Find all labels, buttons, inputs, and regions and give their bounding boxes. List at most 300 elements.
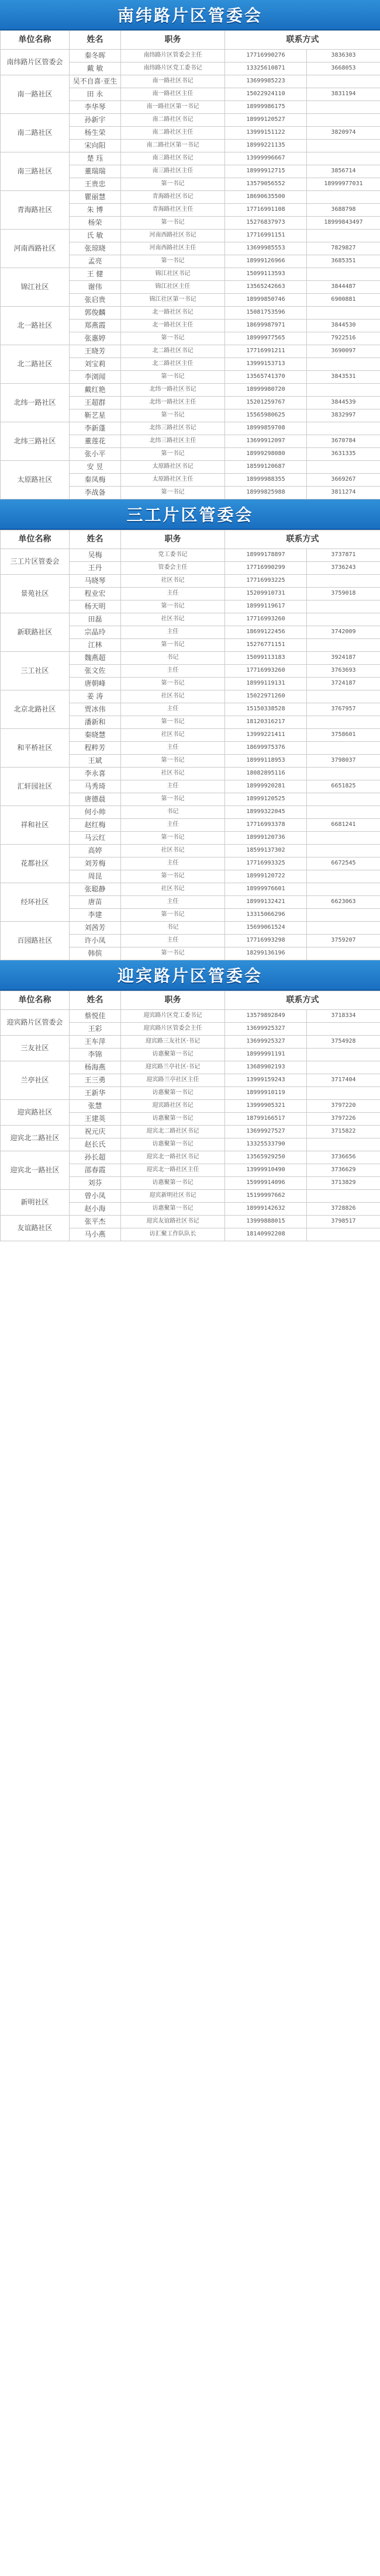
table-row <box>1 1010 380 1023</box>
office-phone[interactable] <box>307 422 380 435</box>
office-phone[interactable] <box>307 1023 380 1036</box>
unit-name: 南一路社区 <box>1 75 70 114</box>
office-phone[interactable] <box>307 75 380 88</box>
office-phone[interactable]: 3831194 <box>307 88 380 101</box>
mobile-phone[interactable]: 13689902193 <box>225 1061 307 1074</box>
mobile-phone[interactable]: 13565929250 <box>225 1151 307 1164</box>
mobile-phone[interactable]: 18999991191 <box>225 1049 307 1061</box>
mobile-phone[interactable]: 15276771151 <box>225 639 307 652</box>
person-position: 访惠聚第一书记 <box>121 1203 225 1216</box>
person-name: 祝元庆 <box>70 1126 121 1138</box>
mobile-phone[interactable]: 13579056552 <box>225 178 307 191</box>
person-position: 迎宾路三友社区·书记 <box>121 1036 225 1049</box>
office-phone[interactable] <box>307 1190 380 1203</box>
person-name: 赵小海 <box>70 1203 121 1216</box>
unit-name: 青海路社区 <box>1 191 70 230</box>
mobile-phone[interactable]: 15276837973 <box>225 217 307 230</box>
office-phone[interactable] <box>307 716 380 729</box>
person-name: 孟亮 <box>70 255 121 268</box>
mobile-phone[interactable]: 18999120722 <box>225 870 307 883</box>
person-position: 社区书记 <box>121 575 225 588</box>
office-phone[interactable] <box>307 140 380 152</box>
mobile-phone[interactable]: 13325533790 <box>225 1138 307 1151</box>
person-name: 王晓芳 <box>70 345 121 358</box>
mobile-phone[interactable]: 18999119131 <box>225 678 307 690</box>
mobile-phone[interactable]: 13699925327 <box>225 1036 307 1049</box>
section-banner <box>0 960 380 991</box>
mobile-phone[interactable]: 15081753596 <box>225 307 307 320</box>
table-row <box>1 345 380 358</box>
person-position: 迎宾路片区党工委书记 <box>121 1010 225 1023</box>
table-row <box>1 806 380 819</box>
office-phone[interactable]: 3759207 <box>307 935 380 947</box>
table-row <box>1 1190 380 1203</box>
mobile-phone[interactable]: 18140992208 <box>225 1228 307 1241</box>
mobile-phone[interactable]: 18999986175 <box>225 101 307 114</box>
mobile-phone[interactable]: 18999126966 <box>225 255 307 268</box>
mobile-phone[interactable]: 18999322045 <box>225 806 307 819</box>
table-row <box>1 307 380 320</box>
person-position: 太原路社区主任 <box>121 474 225 487</box>
mobile-phone[interactable]: 15022924110 <box>225 88 307 101</box>
office-phone[interactable] <box>307 384 380 397</box>
mobile-phone[interactable]: 18120316217 <box>225 716 307 729</box>
office-phone[interactable] <box>307 690 380 703</box>
section-banner <box>0 0 380 30</box>
mobile-phone[interactable]: 13699925327 <box>225 1023 307 1036</box>
person-name: 王建英 <box>70 1113 121 1126</box>
person-name: 潘新和 <box>70 716 121 729</box>
table-row <box>1 1216 380 1228</box>
office-phone[interactable]: 6672545 <box>307 857 380 870</box>
office-phone[interactable] <box>307 191 380 204</box>
office-phone[interactable]: 3631335 <box>307 448 380 461</box>
unit-name: 新联路社区 <box>1 613 70 652</box>
contact-table <box>0 30 380 499</box>
office-phone[interactable] <box>307 152 380 165</box>
mobile-phone[interactable]: 15022971260 <box>225 690 307 703</box>
office-phone[interactable] <box>307 307 380 320</box>
office-phone[interactable]: 3767957 <box>307 703 380 716</box>
person-position: 南一路社区主任 <box>121 88 225 101</box>
person-name: 何小帅 <box>70 806 121 819</box>
office-phone[interactable] <box>307 870 380 883</box>
person-name: 唐德晨 <box>70 793 121 806</box>
person-position: 社区书记 <box>121 883 225 896</box>
mobile-phone[interactable]: 13579892849 <box>225 1010 307 1023</box>
mobile-phone[interactable]: 17716991211 <box>225 345 307 358</box>
mobile-phone[interactable]: 15201259767 <box>225 397 307 409</box>
person-position: 青海路社区书记 <box>121 191 225 204</box>
unit-name: 太原路社区 <box>1 461 70 499</box>
person-name: 王新华 <box>70 1087 121 1100</box>
office-phone[interactable] <box>307 909 380 922</box>
office-phone[interactable]: 3797220 <box>307 1100 380 1113</box>
office-phone[interactable] <box>307 461 380 474</box>
person-position: 访汇聚工作队队长 <box>121 1228 225 1241</box>
header-name: 姓名 <box>70 991 121 1010</box>
office-phone[interactable] <box>307 832 380 845</box>
person-position: 主任 <box>121 742 225 755</box>
person-position: 第一书记 <box>121 255 225 268</box>
office-phone[interactable] <box>307 575 380 588</box>
office-phone[interactable]: 3737871 <box>307 549 380 562</box>
mobile-phone[interactable]: 18999221135 <box>225 140 307 152</box>
person-name: 马秀琦 <box>70 780 121 793</box>
person-position: 迎宾北二路社区书记 <box>121 1126 225 1138</box>
mobile-phone[interactable]: 13699985223 <box>225 75 307 88</box>
table-row <box>1 549 380 562</box>
office-phone[interactable] <box>307 268 380 281</box>
mobile-phone[interactable]: 17716993378 <box>225 819 307 832</box>
person-name: 李浏闻 <box>70 371 121 384</box>
person-name: 高婷 <box>70 845 121 857</box>
mobile-phone[interactable]: 18999988355 <box>225 474 307 487</box>
mobile-phone[interactable]: 17716990299 <box>225 562 307 575</box>
person-position: 迎宾北一路社区主任 <box>121 1164 225 1177</box>
mobile-phone[interactable]: 17716991108 <box>225 204 307 217</box>
mobile-phone[interactable]: 13565242663 <box>225 281 307 294</box>
office-phone[interactable]: 6900881 <box>307 294 380 307</box>
mobile-phone[interactable]: 18999977565 <box>225 332 307 345</box>
unit-name: 北纬三路社区 <box>1 422 70 461</box>
person-name: 孙新宇 <box>70 114 121 127</box>
office-phone[interactable]: 3836303 <box>307 50 380 63</box>
person-name: 李新蓬 <box>70 422 121 435</box>
office-phone[interactable]: 3844487 <box>307 281 380 294</box>
person-position: 北纬三路社区主任 <box>121 435 225 448</box>
unit-name: 北二路社区 <box>1 345 70 384</box>
office-phone[interactable] <box>307 600 380 613</box>
person-position: 北二路社区书记 <box>121 345 225 358</box>
person-name: 董瑞瑞 <box>70 165 121 178</box>
person-position: 主任 <box>121 588 225 600</box>
person-position: 南一路社区第一书记 <box>121 101 225 114</box>
mobile-phone[interactable]: 18599120687 <box>225 461 307 474</box>
person-name: 杨天明 <box>70 600 121 613</box>
office-phone[interactable] <box>307 793 380 806</box>
mobile-phone[interactable]: 18799166517 <box>225 1113 307 1126</box>
office-phone[interactable] <box>307 1049 380 1061</box>
person-name: 赵红梅 <box>70 819 121 832</box>
office-phone[interactable]: 3820974 <box>307 127 380 140</box>
person-position: 太原路社区书记 <box>121 461 225 474</box>
office-phone[interactable] <box>307 768 380 780</box>
mobile-phone[interactable]: 18999912715 <box>225 165 307 178</box>
office-phone[interactable]: 3715822 <box>307 1126 380 1138</box>
person-position: 第一书记 <box>121 947 225 960</box>
mobile-phone[interactable]: 18999142632 <box>225 1203 307 1216</box>
mobile-phone[interactable]: 18999119617 <box>225 600 307 613</box>
mobile-phone[interactable]: 13999159243 <box>225 1074 307 1087</box>
office-phone[interactable]: 3724187 <box>307 678 380 690</box>
mobile-phone[interactable]: 13699985553 <box>225 242 307 255</box>
person-name: 安 昱 <box>70 461 121 474</box>
office-phone[interactable]: 3856714 <box>307 165 380 178</box>
office-phone[interactable]: 3742009 <box>307 626 380 639</box>
person-position: 南纬路片区党工委书记 <box>121 63 225 75</box>
office-phone[interactable]: 7922516 <box>307 332 380 345</box>
office-phone[interactable]: 3690097 <box>307 345 380 358</box>
person-position: 迎宾新明社区书记 <box>121 1190 225 1203</box>
mobile-phone[interactable]: 17716993260 <box>225 665 307 678</box>
office-phone[interactable]: 3924187 <box>307 652 380 665</box>
table-row <box>1 1126 380 1138</box>
mobile-phone[interactable]: 18999120527 <box>225 114 307 127</box>
mobile-phone[interactable]: 13699927527 <box>225 1126 307 1138</box>
mobile-phone[interactable]: 18999976601 <box>225 883 307 896</box>
table-body <box>1 549 380 960</box>
unit-name: 景苑社区 <box>1 575 70 613</box>
office-phone[interactable] <box>307 639 380 652</box>
mobile-phone[interactable]: 18999132421 <box>225 896 307 909</box>
person-position: 第一书记 <box>121 600 225 613</box>
office-phone[interactable] <box>307 1087 380 1100</box>
table-row <box>1 461 380 474</box>
person-position: 社区书记 <box>121 768 225 780</box>
mobile-phone[interactable]: 13565741370 <box>225 371 307 384</box>
office-phone[interactable]: 7829827 <box>307 242 380 255</box>
unit-name: 北纬一路社区 <box>1 384 70 422</box>
person-position: 北纬三路社区书记 <box>121 422 225 435</box>
person-position: 第一书记 <box>121 487 225 499</box>
office-phone[interactable] <box>307 1061 380 1074</box>
mobile-phone[interactable]: 13999153713 <box>225 358 307 371</box>
mobile-phone[interactable]: 18999298080 <box>225 448 307 461</box>
office-phone[interactable]: 3685351 <box>307 255 380 268</box>
unit-name: 兰亭社区 <box>1 1061 70 1100</box>
office-phone[interactable]: 3763693 <box>307 665 380 678</box>
mobile-phone[interactable]: 17716993298 <box>225 935 307 947</box>
mobile-phone[interactable]: 18999920281 <box>225 780 307 793</box>
person-name: 姜 涛 <box>70 690 121 703</box>
unit-name: 河南西路社区 <box>1 230 70 268</box>
office-phone[interactable] <box>307 1228 380 1241</box>
office-phone[interactable]: 3736656 <box>307 1151 380 1164</box>
office-phone[interactable]: 3717404 <box>307 1074 380 1087</box>
office-phone[interactable]: 18999843497 <box>307 217 380 230</box>
person-name: 程粹芳 <box>70 742 121 755</box>
unit-name: 南纬路片区管委会 <box>1 50 70 75</box>
person-position: 主任 <box>121 665 225 678</box>
unit-name: 迎宾北一路社区 <box>1 1151 70 1190</box>
office-phone[interactable]: 3718334 <box>307 1010 380 1023</box>
table-row <box>1 845 380 857</box>
mobile-phone[interactable]: 18699122456 <box>225 626 307 639</box>
person-position: 访惠聚第一书记 <box>121 1113 225 1126</box>
mobile-phone[interactable]: 18999980720 <box>225 384 307 397</box>
office-phone[interactable]: 3844539 <box>307 397 380 409</box>
table-row <box>1 729 380 742</box>
office-phone[interactable]: 3758601 <box>307 729 380 742</box>
office-phone[interactable] <box>307 883 380 896</box>
person-name: 张慧 <box>70 1100 121 1113</box>
office-phone[interactable]: 3688798 <box>307 204 380 217</box>
office-phone[interactable]: 6623063 <box>307 896 380 909</box>
person-name: 曾小凤 <box>70 1190 121 1203</box>
mobile-phone[interactable]: 18690635500 <box>225 191 307 204</box>
person-name: 王彩 <box>70 1023 121 1036</box>
office-phone[interactable]: 3668053 <box>307 63 380 75</box>
office-phone[interactable]: 3843531 <box>307 371 380 384</box>
person-position: 北纬一路社区书记 <box>121 384 225 397</box>
mobile-phone[interactable]: 18999825988 <box>225 487 307 499</box>
person-name: 氏 敏 <box>70 230 121 242</box>
office-phone[interactable]: 6651825 <box>307 780 380 793</box>
mobile-phone[interactable]: 15999914096 <box>225 1177 307 1190</box>
mobile-phone[interactable]: 18699975376 <box>225 742 307 755</box>
table-header <box>1 991 380 1010</box>
office-phone[interactable] <box>307 947 380 960</box>
person-position: 访惠聚第一书记 <box>121 1138 225 1151</box>
office-phone[interactable]: 3844530 <box>307 320 380 332</box>
office-phone[interactable]: 3728826 <box>307 1203 380 1216</box>
office-phone[interactable]: 3736629 <box>307 1164 380 1177</box>
header-position: 职务 <box>121 31 225 50</box>
mobile-phone[interactable]: 13999996667 <box>225 152 307 165</box>
unit-name: 南三路社区 <box>1 152 70 191</box>
mobile-phone[interactable]: 18999118953 <box>225 755 307 768</box>
table-row <box>1 384 380 397</box>
person-name: 许小凤 <box>70 935 121 947</box>
person-name: 李华琴 <box>70 101 121 114</box>
mobile-phone[interactable]: 15209910731 <box>225 588 307 600</box>
mobile-phone[interactable]: 13999905321 <box>225 1100 307 1113</box>
mobile-phone[interactable]: 18999120525 <box>225 793 307 806</box>
table-row <box>1 922 380 935</box>
person-name: 孙长超 <box>70 1151 121 1164</box>
person-position: 南二路社区主任 <box>121 127 225 140</box>
person-name: 蔡悦佳 <box>70 1010 121 1023</box>
person-name: 王 健 <box>70 268 121 281</box>
person-position: 锦江社区主任 <box>121 281 225 294</box>
mobile-phone[interactable]: 18999178897 <box>225 549 307 562</box>
header-name: 姓名 <box>70 31 121 50</box>
office-phone[interactable]: 3670784 <box>307 435 380 448</box>
mobile-phone[interactable]: 15699061524 <box>225 922 307 935</box>
mobile-phone[interactable]: 18999859708 <box>225 422 307 435</box>
office-phone[interactable] <box>307 806 380 819</box>
person-name: 张小平 <box>70 448 121 461</box>
office-phone[interactable]: 3811274 <box>307 487 380 499</box>
header-unit: 单位名称 <box>1 530 70 549</box>
mobile-phone[interactable]: 18299136196 <box>225 947 307 960</box>
office-phone[interactable]: 3713829 <box>307 1177 380 1190</box>
mobile-phone[interactable]: 13999888015 <box>225 1216 307 1228</box>
person-name: 马云红 <box>70 832 121 845</box>
person-name: 马小燕 <box>70 1228 121 1241</box>
mobile-phone[interactable]: 13315066296 <box>225 909 307 922</box>
office-phone[interactable] <box>307 101 380 114</box>
person-position: 第一书记 <box>121 870 225 883</box>
person-position: 第一书记 <box>121 371 225 384</box>
office-phone[interactable]: 3754928 <box>307 1036 380 1049</box>
mobile-phone[interactable]: 18599137302 <box>225 845 307 857</box>
person-name: 刘茜芳 <box>70 922 121 935</box>
person-position: 书记 <box>121 652 225 665</box>
mobile-phone[interactable]: 13325610871 <box>225 63 307 75</box>
person-position: 南三路社区书记 <box>121 152 225 165</box>
office-phone[interactable]: 3832997 <box>307 409 380 422</box>
office-phone[interactable]: 3736243 <box>307 562 380 575</box>
person-position: 锦江社区书记 <box>121 268 225 281</box>
header-unit: 单位名称 <box>1 991 70 1010</box>
office-phone[interactable]: 6681241 <box>307 819 380 832</box>
mobile-phone[interactable]: 15565980625 <box>225 409 307 422</box>
mobile-phone[interactable]: 17716991151 <box>225 230 307 242</box>
mobile-phone[interactable]: 17716990276 <box>225 50 307 63</box>
person-position: 南纬路片区管委会主任 <box>121 50 225 63</box>
person-name: 张启贵 <box>70 294 121 307</box>
person-position: 第一书记 <box>121 755 225 768</box>
person-position: 主任 <box>121 857 225 870</box>
unit-name: 经环社区 <box>1 883 70 922</box>
person-name: 刘芳梅 <box>70 857 121 870</box>
mobile-phone[interactable]: 15099113593 <box>225 268 307 281</box>
person-name: 宋向阳 <box>70 140 121 152</box>
mobile-phone[interactable]: 18999850746 <box>225 294 307 307</box>
office-phone[interactable] <box>307 742 380 755</box>
office-phone[interactable] <box>307 613 380 626</box>
office-phone[interactable]: 3759018 <box>307 588 380 600</box>
mobile-phone[interactable]: 18999120736 <box>225 832 307 845</box>
person-name: 杨海燕 <box>70 1061 121 1074</box>
header-name: 姓名 <box>70 530 121 549</box>
person-name: 王车萍 <box>70 1036 121 1049</box>
table-row <box>1 422 380 435</box>
table-row <box>1 1061 380 1074</box>
mobile-phone[interactable]: 18999910119 <box>225 1087 307 1100</box>
office-phone[interactable] <box>307 845 380 857</box>
person-name: 唐苗 <box>70 896 121 909</box>
mobile-phone[interactable]: 15199997662 <box>225 1190 307 1203</box>
unit-name: 三友社区 <box>1 1036 70 1061</box>
person-position: 管委会主任 <box>121 562 225 575</box>
office-phone[interactable]: 3797226 <box>307 1113 380 1126</box>
person-position: 南三路社区主任 <box>121 165 225 178</box>
person-position: 迎宾北一路社区书记 <box>121 1151 225 1164</box>
person-name: 宗晶玲 <box>70 626 121 639</box>
person-name: 秦凤梅 <box>70 474 121 487</box>
office-phone[interactable] <box>307 230 380 242</box>
person-position: 第一书记 <box>121 716 225 729</box>
office-phone[interactable] <box>307 358 380 371</box>
office-phone[interactable] <box>307 114 380 127</box>
mobile-phone[interactable]: 13999151122 <box>225 127 307 140</box>
person-position: 社区书记 <box>121 690 225 703</box>
table-header <box>1 31 380 50</box>
mobile-phone[interactable]: 13999221411 <box>225 729 307 742</box>
table-row <box>1 652 380 665</box>
mobile-phone[interactable]: 15150338528 <box>225 703 307 716</box>
office-phone[interactable]: 18999977031 <box>307 178 380 191</box>
mobile-phone[interactable]: 18699987971 <box>225 320 307 332</box>
mobile-phone[interactable]: 18082895116 <box>225 768 307 780</box>
office-phone[interactable]: 3798517 <box>307 1216 380 1228</box>
office-phone[interactable]: 3798037 <box>307 755 380 768</box>
mobile-phone[interactable]: 17716993260 <box>225 613 307 626</box>
unit-name: 北京北路社区 <box>1 690 70 729</box>
person-position: 第一书记 <box>121 217 225 230</box>
mobile-phone[interactable]: 17716993225 <box>225 575 307 588</box>
mobile-phone[interactable]: 15099113183 <box>225 652 307 665</box>
office-phone[interactable] <box>307 922 380 935</box>
mobile-phone[interactable]: 13699912097 <box>225 435 307 448</box>
office-phone[interactable] <box>307 1138 380 1151</box>
mobile-phone[interactable]: 17716993325 <box>225 857 307 870</box>
office-phone[interactable]: 3669267 <box>307 474 380 487</box>
mobile-phone[interactable]: 13999910490 <box>225 1164 307 1177</box>
